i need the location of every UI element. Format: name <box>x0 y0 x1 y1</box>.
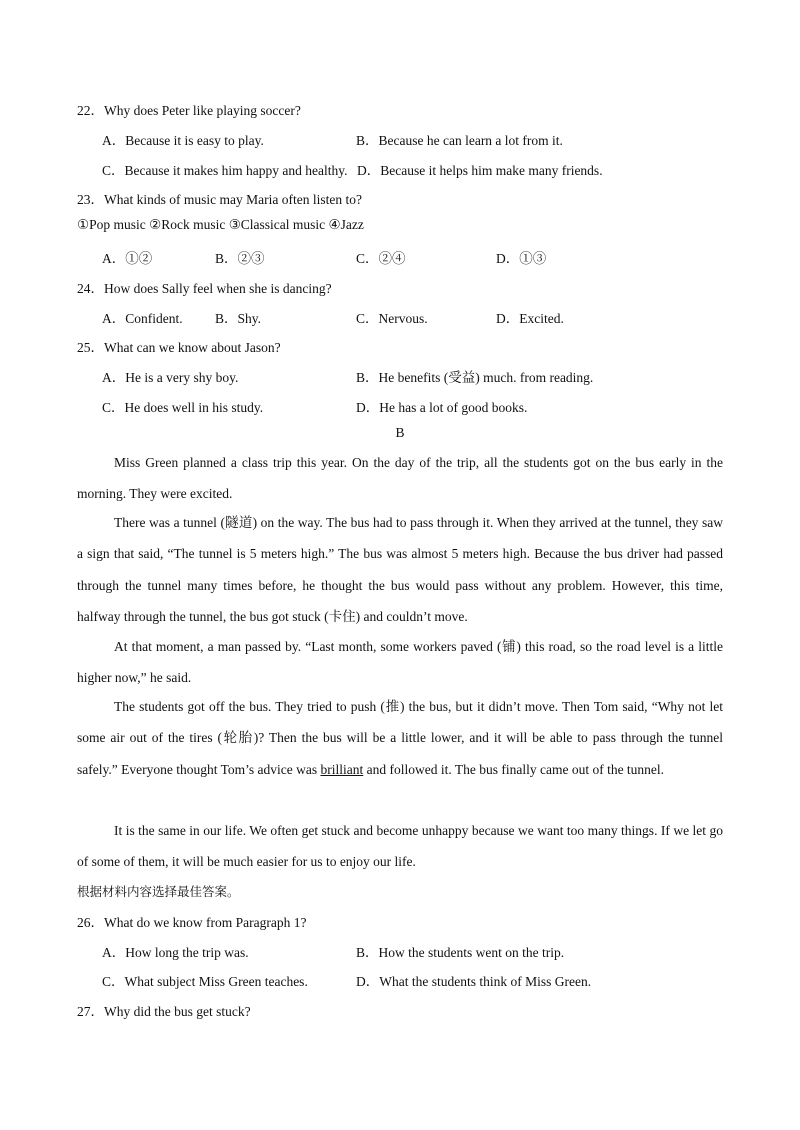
q22-option-a: A．Because it is easy to play. <box>102 133 264 148</box>
passage-paragraph-4-start: The students got off the bus. They tried to push (推) the bus, but it didn’t move. Then Tom said, “Why not let some air out of the tires (轮胎)? Then the bus will be a little lower, and it will be able to pass through the tunnel safely.” Everyone thought Tom’s advice was <box>77 699 723 777</box>
q24-option-a: A．Confident. <box>102 311 183 326</box>
q27-stem: 27．Why did the bus get stuck? <box>77 1004 251 1019</box>
q26-option-b: B．How the students went on the trip. <box>356 945 565 960</box>
q25-option-a: A．He is a very shy boy. <box>102 370 239 385</box>
passage-paragraph-4-end: and followed it. The bus finally came out of the tunnel. <box>363 761 665 777</box>
q23-option-a: A．①② <box>102 251 153 266</box>
q24-option-b: B．Shy. <box>215 311 262 326</box>
q23-option-c: C．②④ <box>356 251 406 266</box>
q26-option-c: C．What subject Miss Green teaches. <box>102 974 308 989</box>
section-b-heading: B <box>395 425 405 440</box>
q23-choices: ①Pop music ②Rock music ③Classical music ④Jazz <box>77 217 364 232</box>
q26-option-d: D．What the students think of Miss Green. <box>356 974 592 989</box>
underlined-word-brilliant: brilliant <box>320 761 364 777</box>
q24-option-d: D．Excited. <box>496 311 564 326</box>
q23-stem: 23．What kinds of music may Maria often listen to? <box>77 192 362 207</box>
q22-option-c: C．Because it makes him happy and healthy. <box>102 163 348 178</box>
q22-option-b: B．Because he can learn a lot from it. <box>356 133 563 148</box>
q22-option-d: D．Because it helps him make many friends. <box>357 163 603 178</box>
passage-paragraph-2: There was a tunnel (隧道) on the way. The bus had to pass through it. When they arrived at the tunnel, they saw a sign that said, “The tunnel is 5 meters high.” The bus was almost 5 meters high. Because the bus driver had passed through the tunnel many times before, he thought the bus would pass without any problem. However, this time, halfway through the tunnel, the bus got stuck (卡住) and couldn’t move. <box>77 515 723 624</box>
q23-option-b: B．②③ <box>215 251 265 266</box>
q24-option-c: C．Nervous. <box>356 311 428 326</box>
instruction-text: 根据材料内容选择最佳答案。 <box>77 884 240 899</box>
q25-option-c: C．He does well in his study. <box>102 400 264 415</box>
passage-paragraph-1: Miss Green planned a class trip this year. On the day of the trip, all the students got on the bus early in the morning. They were excited. <box>77 455 723 502</box>
passage-paragraph-5: It is the same in our life. We often get stuck and become unhappy because we want too many things. If we let go of some of them, it will be much easier for us to enjoy our life. <box>77 823 723 870</box>
q25-option-d: D．He has a lot of good books. <box>356 400 528 415</box>
passage-paragraph-3: At that moment, a man passed by. “Last month, some workers paved (铺) this road, so the road level is a little higher now,” he said. <box>77 639 723 686</box>
q25-stem: 25．What can we know about Jason? <box>77 340 281 355</box>
q22-stem: 22．Why does Peter like playing soccer? <box>77 103 301 118</box>
q23-option-d: D．①③ <box>496 251 547 266</box>
q26-stem: 26．What do we know from Paragraph 1? <box>77 915 307 930</box>
q26-option-a: A．How long the trip was. <box>102 945 249 960</box>
passage-paragraph-4 <box>77 691 723 785</box>
q24-stem: 24．How does Sally feel when she is dancing? <box>77 281 332 296</box>
q25-option-b: B．He benefits (受益) much. from reading. <box>356 370 594 385</box>
